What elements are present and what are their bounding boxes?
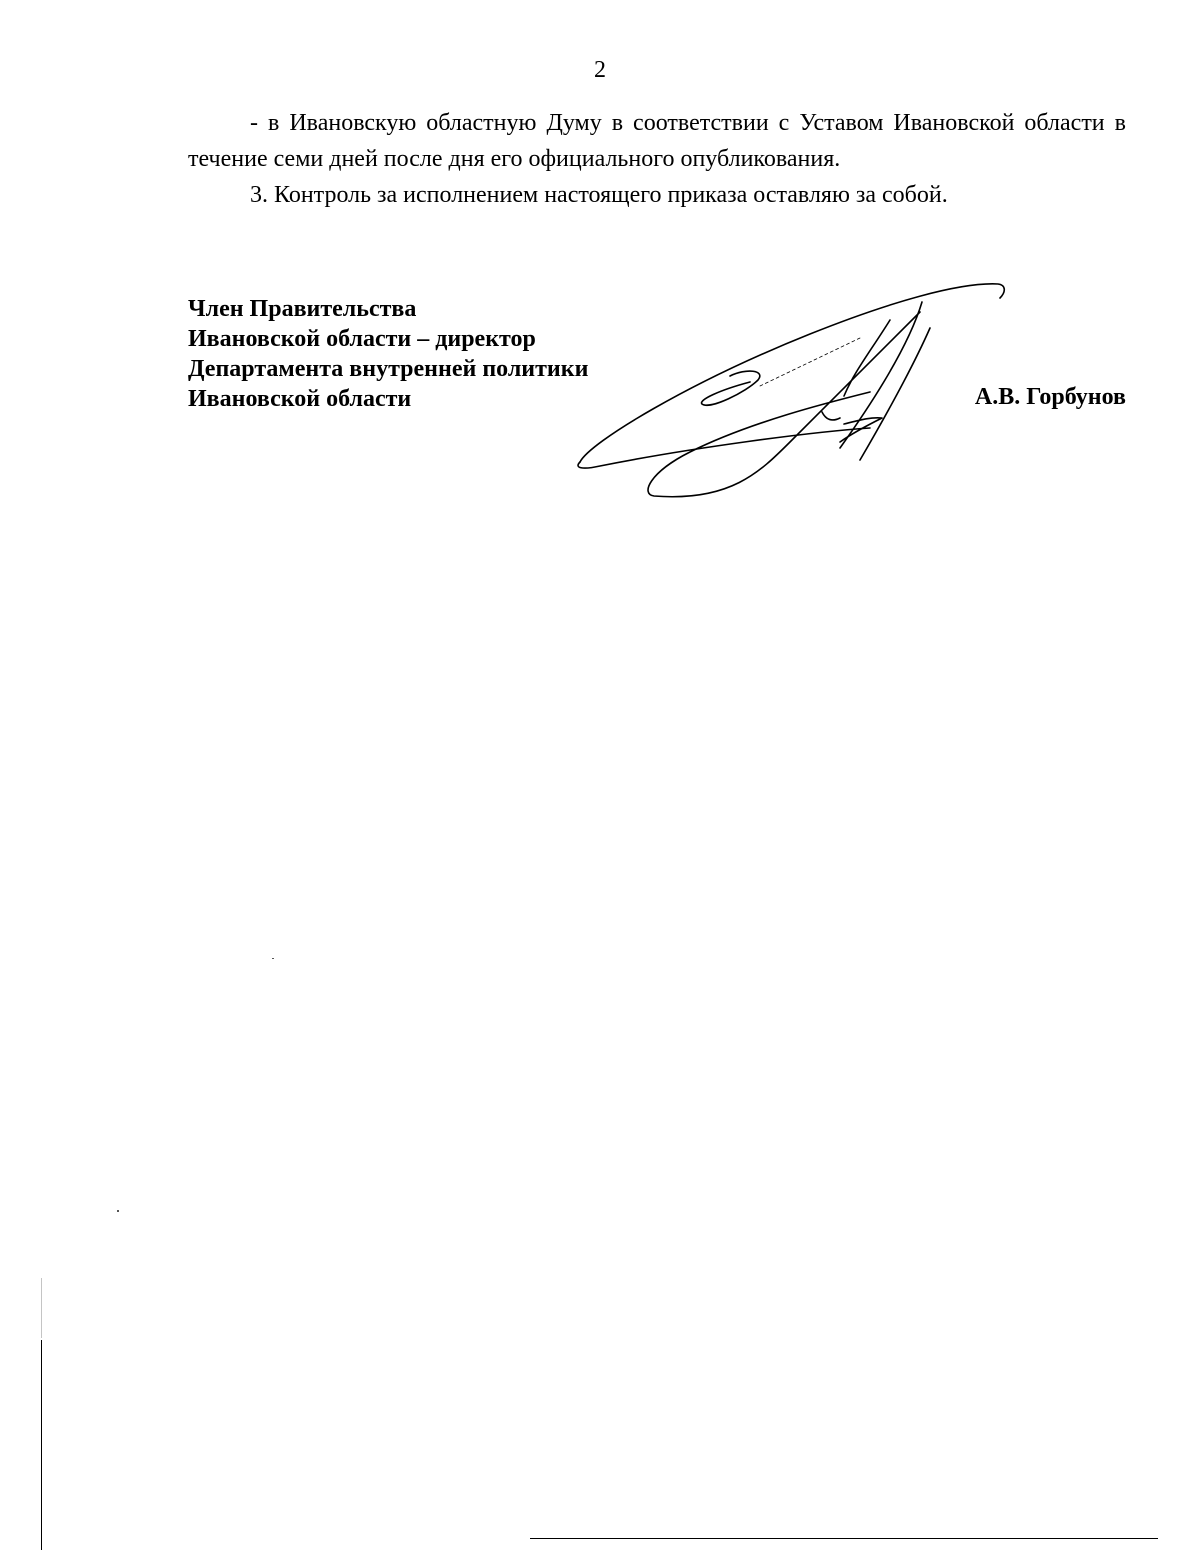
scan-edge-line (530, 1538, 1158, 1539)
paragraph-control: 3. Контроль за исполнением настоящего приказа оставляю за собой. (250, 182, 948, 208)
body-text (188, 105, 1126, 213)
position-line: Ивановской области (188, 386, 412, 412)
scan-artifact (41, 1278, 42, 1338)
position-line: Ивановской области – директор (188, 326, 536, 352)
scan-artifact (41, 1340, 42, 1550)
handwritten-signature (570, 272, 1010, 508)
paragraph-duma: - в Ивановскую областную Думу в соответствии с Уставом Ивановской области в течение семи дней после дня его официального опубликования. (188, 110, 1126, 172)
page-number: 2 (594, 57, 606, 83)
signatory-name: А.В. Горбунов (974, 384, 1126, 410)
scan-artifact (117, 1210, 119, 1212)
position-line: Член Правительства (188, 296, 417, 322)
position-line: Департамента внутренней политики (188, 356, 589, 382)
scan-artifact (272, 958, 274, 959)
